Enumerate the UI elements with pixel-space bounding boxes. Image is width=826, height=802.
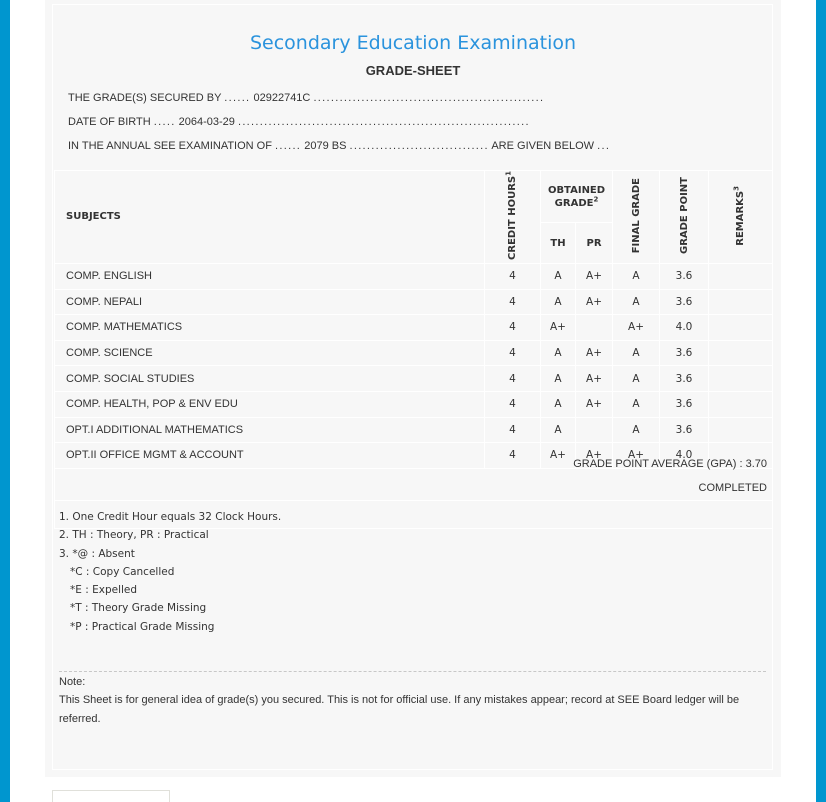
exam-suffix: ARE GIVEN BELOW — [491, 140, 595, 152]
theory-grade-cell: A+ — [541, 443, 576, 469]
practical-grade-cell: A+ — [576, 391, 613, 417]
header-th: TH — [541, 223, 576, 264]
grade-point-cell: 4.0 — [660, 443, 709, 469]
table-row — [55, 366, 773, 392]
leader-dots: ................................................................... — [237, 116, 530, 128]
footnote-item: 3. *@ : Absent — [59, 547, 135, 560]
table-row — [55, 263, 773, 289]
practical-grade-cell: A+ — [576, 263, 613, 289]
header-subjects: SUBJECTS — [55, 171, 485, 264]
credit-hours-cell: 4 — [485, 366, 541, 392]
right-accent-bar — [816, 0, 826, 802]
grades-table — [54, 170, 773, 529]
remarks-sup: 3 — [732, 185, 741, 191]
final-grade-cell: A — [613, 263, 660, 289]
theory-grade-cell: A — [541, 340, 576, 366]
grade-point-cell: 3.6 — [660, 417, 709, 443]
dob-label: DATE OF BIRTH — [68, 116, 151, 128]
final-grade-cell: A+ — [613, 443, 660, 469]
gpa-summary: GRADE POINT AVERAGE (GPA) : 3.70 — [573, 458, 767, 470]
leader-dots: ...... — [275, 140, 302, 152]
exam-line — [68, 139, 610, 153]
divider — [54, 500, 772, 501]
exam-label: IN THE ANNUAL SEE EXAMINATION OF — [68, 140, 272, 152]
grade-point-cell: 3.6 — [660, 391, 709, 417]
practical-grade-cell — [576, 417, 613, 443]
grade-point-cell: 3.6 — [660, 289, 709, 315]
note-text: This Sheet is for general idea of grade(s) you secured. This is not for official use. If any mistakes appear; record at SEE Board ledger will be referred. — [59, 694, 740, 725]
final-grade-label: FINAL GRADE — [630, 177, 642, 254]
subject-cell: OPT.I ADDITIONAL MATHEMATICS — [55, 417, 485, 443]
print-button[interactable] — [52, 790, 170, 802]
dob-line — [68, 115, 530, 129]
table-row — [55, 315, 773, 341]
leader-dots: ................................ — [349, 140, 489, 152]
header-obtained-grade — [541, 171, 613, 223]
footnote-item: 1. One Credit Hour equals 32 Clock Hours. — [59, 511, 282, 523]
remarks-cell — [709, 391, 773, 417]
footnote-item: 2. TH : Theory, PR : Practical — [59, 529, 209, 542]
footnote-item: *T : Theory Grade Missing — [70, 602, 207, 615]
credit-hours-cell: 4 — [485, 289, 541, 315]
table-row — [55, 289, 773, 315]
practical-grade-cell: A+ — [576, 340, 613, 366]
grade-point-cell: 3.6 — [660, 263, 709, 289]
credit-hours-cell: 4 — [485, 340, 541, 366]
dob-value: 2064-03-29 — [178, 116, 235, 128]
credit-hours-cell: 4 — [485, 443, 541, 469]
leader-dots: ...... — [224, 92, 251, 104]
dashed-divider — [59, 671, 766, 672]
grade-point-cell: 4.0 — [660, 315, 709, 341]
left-accent-bar — [0, 0, 10, 802]
theory-grade-cell: A — [541, 391, 576, 417]
subject-cell: OPT.II OFFICE MGMT & ACCOUNT — [55, 443, 485, 469]
theory-grade-cell: A — [541, 366, 576, 392]
header-remarks — [709, 171, 773, 264]
leader-dots: ..................................................... — [313, 92, 545, 104]
remarks-cell — [709, 417, 773, 443]
remarks-cell — [709, 340, 773, 366]
subject-cell: COMP. MATHEMATICS — [55, 315, 485, 341]
subject-cell: COMP. HEALTH, POP & ENV EDU — [55, 391, 485, 417]
leader-dots: ..... — [153, 116, 176, 128]
credit-hours-cell: 4 — [485, 391, 541, 417]
remarks-cell — [709, 289, 773, 315]
footnote-item: *C : Copy Cancelled — [70, 565, 175, 578]
table-row — [55, 391, 773, 417]
header-credit-hours — [485, 171, 541, 264]
obtained-grade-label: OBTAINED GRADE — [547, 184, 606, 209]
practical-grade-cell — [576, 315, 613, 341]
subject-cell: COMP. ENGLISH — [55, 263, 485, 289]
footnote-item: *E : Expelled — [70, 584, 138, 597]
credit-hours-cell: 4 — [485, 417, 541, 443]
footnotes — [59, 508, 759, 636]
theory-grade-cell: A+ — [541, 315, 576, 341]
remarks-cell — [709, 315, 773, 341]
subject-cell: COMP. NEPALI — [55, 289, 485, 315]
theory-grade-cell: A — [541, 263, 576, 289]
credit-hours-label: CREDIT HOURS — [507, 175, 518, 260]
theory-grade-cell: A — [541, 417, 576, 443]
final-grade-cell: A — [613, 289, 660, 315]
header-grade-point — [660, 171, 709, 264]
theory-grade-cell: A — [541, 289, 576, 315]
grade-sheet-heading: GRADE-SHEET — [365, 63, 461, 78]
obtained-grade-sup: 2 — [593, 195, 599, 204]
remarks-cell — [709, 366, 773, 392]
practical-grade-cell: A+ — [576, 366, 613, 392]
grade-point-label: GRADE POINT — [678, 176, 690, 254]
subject-cell: COMP. SOCIAL STUDIES — [55, 366, 485, 392]
subject-cell: COMP. SCIENCE — [55, 340, 485, 366]
final-grade-cell: A — [613, 417, 660, 443]
page-title: Secondary Education Examination — [249, 32, 577, 54]
header-final-grade — [613, 171, 660, 264]
secured-by-line — [68, 91, 544, 105]
result-status: COMPLETED — [698, 482, 767, 494]
table-row — [55, 340, 773, 366]
footnote-item: *P : Practical Grade Missing — [70, 620, 215, 633]
secured-by-label: THE GRADE(S) SECURED BY — [68, 92, 222, 104]
final-grade-cell: A+ — [613, 315, 660, 341]
note-label: Note: — [59, 676, 86, 688]
final-grade-cell: A — [613, 366, 660, 392]
practical-grade-cell: A+ — [576, 443, 613, 469]
credit-hours-cell: 4 — [485, 263, 541, 289]
grade-point-cell: 3.6 — [660, 340, 709, 366]
header-pr: PR — [576, 223, 613, 264]
final-grade-cell: A — [613, 340, 660, 366]
symbol-number: 02922741C — [253, 92, 311, 104]
credit-hours-cell: 4 — [485, 315, 541, 341]
exam-year: 2079 BS — [304, 140, 347, 152]
credit-hours-sup: 1 — [504, 171, 513, 176]
grade-point-cell: 3.6 — [660, 366, 709, 392]
table-row — [55, 417, 773, 443]
leader-dots: ... — [597, 140, 611, 152]
remarks-cell — [709, 263, 773, 289]
remarks-label: REMARKS — [735, 190, 747, 246]
practical-grade-cell: A+ — [576, 289, 613, 315]
final-grade-cell: A — [613, 391, 660, 417]
